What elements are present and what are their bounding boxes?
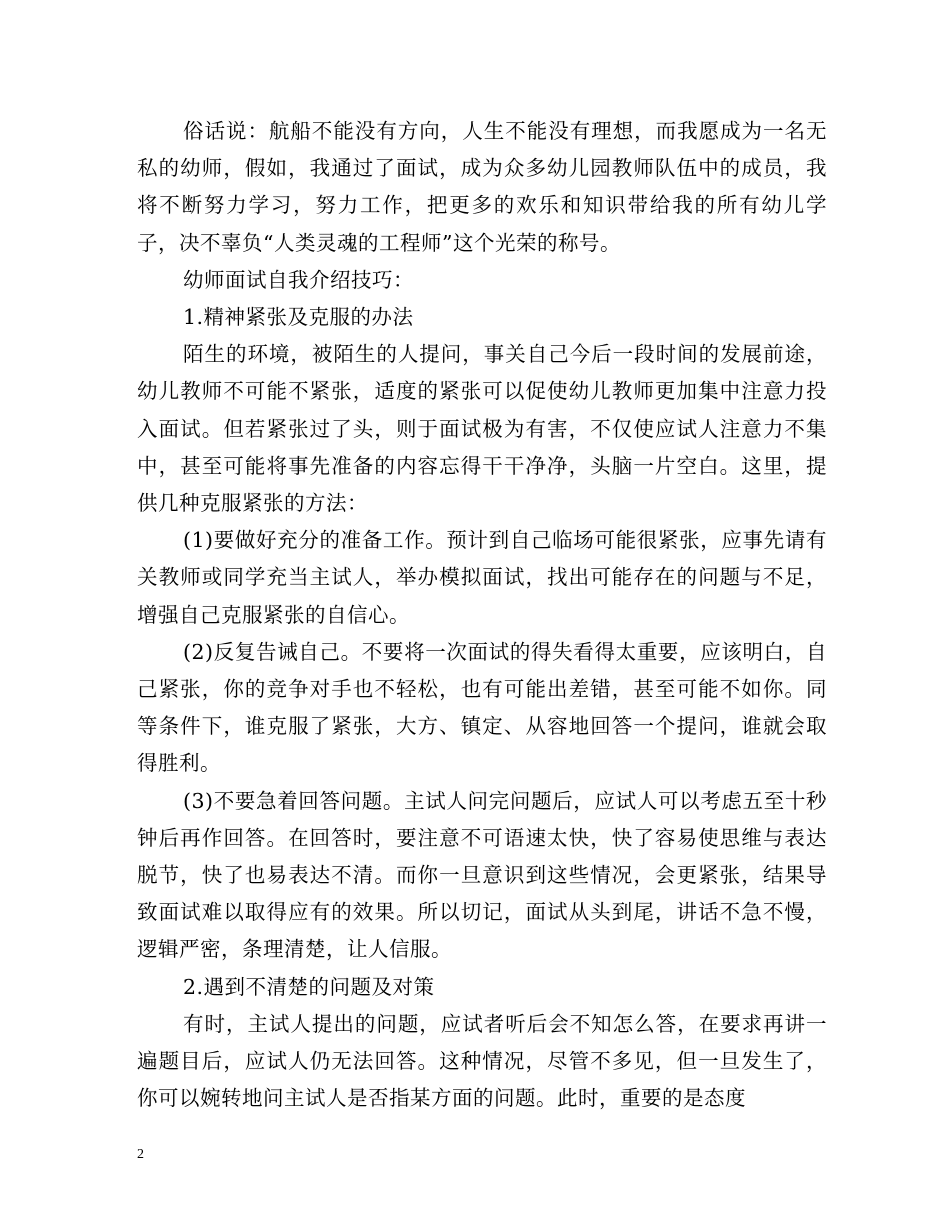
paragraph-nervousness: 陌生的环境，被陌生的人提问，事关自己今后一段时间的发展前途，幼儿教师不可能不紧张，适度的紧张可以促使幼儿教师更加集中注意力投入面试。但若紧张过了头，则于面试极为有害，不仅使应试人注意力不集中，甚至可能将事先准备的内容忘得干干净净，头脑一片空白。这里，提供几种克服紧张的方法： (137, 342, 827, 516)
subheading-nervousness: 1.精神紧张及克服的办法 (183, 305, 414, 330)
paragraph-ideal: 俗话说：航船不能没有方向，人生不能没有理想，而我愿成为一名无私的幼师，假如，我通过了面试，成为众多幼儿园教师队伍中的成员，我将不断努力学习，努力工作，把更多的欢乐和知识带给我的所有幼儿学子，决不辜负“人类灵魂的工程师”这个光荣的称号。 (137, 119, 827, 255)
list-item-self-reminder: (2)反复告诫自己。不要将一次面试的得失看得太重要，应该明白，自己紧张，你的竞争对手也不轻松，也有可能出差错，甚至可能不如你。同等条件下，谁克服了紧张，大方、镇定、从容地回答一个提问，谁就会取得胜利。 (137, 639, 827, 776)
subheading-unclear-questions: 2.遇到不清楚的问题及对策 (183, 974, 435, 999)
paragraph-unclear-questions: 有时，主试人提出的问题，应试者听后会不知怎么答，在要求再讲一遍题目后，应试人仍无法回答。这种情况，尽管不多见，但一旦发生了，你可以婉转地问主试人是否指某方面的问题。此时，重要的是态度 (137, 1011, 827, 1111)
list-item-preparation: (1)要做好充分的准备工作。预计到自己临场可能很紧张，应事先请有关教师或同学充当主试人，举办模拟面试，找出可能存在的问题与不足，增强自己克服紧张的自信心。 (137, 528, 827, 627)
section-heading-tips: 幼师面试自我介绍技巧： (183, 267, 414, 292)
page-number: 2 (137, 1147, 144, 1162)
document-body (137, 113, 827, 1117)
list-item-answer-slowly: (3)不要急着回答问题。主试人问完问题后，应试人可以考虑五至十秒钟后再作回答。在回答时，要注意不可语速太快，快了容易使思维与表达脱节，快了也易表达不清。而你一旦意识到这些情况，会更紧张，结果导致面试难以取得应有的效果。所以切记，面试从头到尾，讲话不急不慢，逻辑严密，条理清楚，让人信服。 (137, 788, 827, 962)
